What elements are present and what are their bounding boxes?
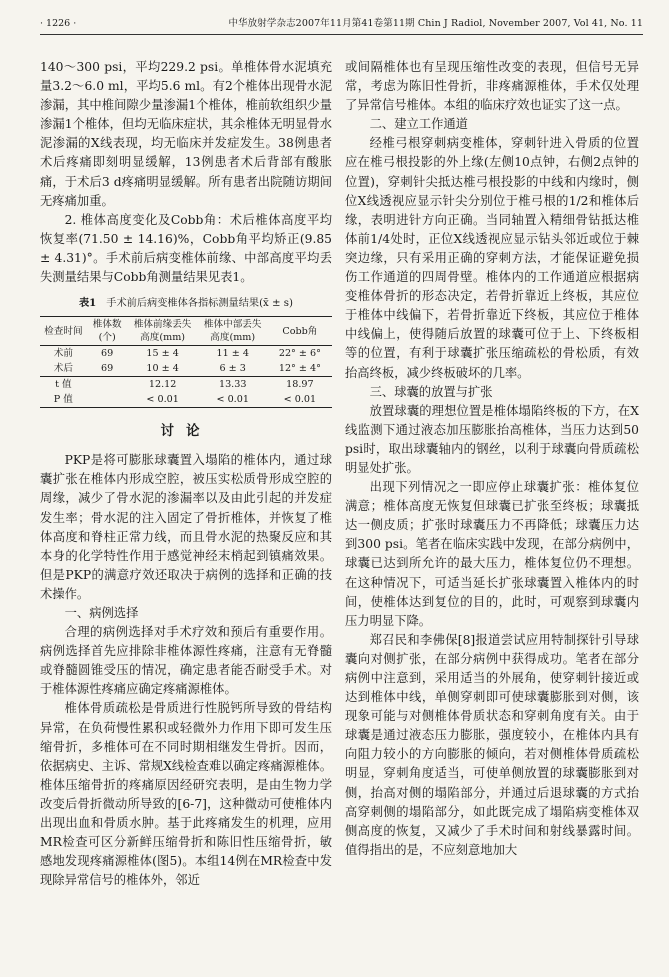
table-cell: 69 (101, 348, 114, 360)
paragraph: PKP是将可膨胀球囊置入塌陷的椎体内，通过球囊扩张在椎体内形成空腔，被压实松质骨形成空腔的周缘，减少了骨水泥的渗漏率以及由此引起的并发症发生率；骨水泥的注入固定了骨折椎体，并恢复了椎体高度和脊柱正常力线，而且骨水泥的热聚反应和其本身的化学特性作用于感觉神经末梢起到镇痛效果。但是PKP的满意疗效还取决于病例的选择和正确的技术操作。 (40, 453, 332, 601)
subsection-title: 二、建立工作通道 (369, 117, 468, 132)
table-cell: P 值 (40, 392, 87, 408)
table-cell (87, 377, 128, 393)
paragraph: 或间隔椎体也有呈现压缩性改变的表现，但信号无异常，考虑为陈旧性骨折，非疼痛源椎体，手术仅处理了异常信号椎体。本组的临床疗效也证实了这一点。 (345, 60, 639, 113)
table-cell: 11 ± 4 (216, 348, 249, 360)
table-cell: 术前 (53, 348, 73, 360)
table-cell: 6 ± 3 (219, 363, 246, 375)
table-header-cell: 椎体中部丢失高度(mm) (198, 317, 268, 346)
table-row (40, 361, 332, 377)
table-label: 表1 (78, 297, 97, 310)
paragraph: 椎体骨质疏松是骨质进行性脱钙所导致的骨结构异常，在负荷慢性累积或轻微外力作用下即可发生压缩骨折，多椎体可在不同时期相继发生骨折。因而，依据病史、主诉、常规X线检查难以确定疼痛源椎体。椎体压缩骨折的疼痛原因经研究表明，是由生物力学改变后骨折微动所导致的[6-7]，这种微动可使椎体内出现出血和骨质水肿。基于此疼痛发生的机理，应用MR检查可区分新鲜压缩骨折和陈旧性压缩骨折，敏感地发现疼痛源椎体(图5)。本组14例在MR检查中发现除异常信号的椎体外，邻近 (40, 701, 332, 888)
paragraph: 合理的病例选择对手术疗效和预后有重要作用。病例选择首先应排除非椎体源性疼痛，注意有无脊髓或脊髓圆锥受压的情况，确定患者能否耐受手术。对于椎体源性疼痛应确定疼痛源椎体。 (40, 625, 332, 697)
table-cell: 69 (101, 363, 114, 375)
table-cell: 术后 (53, 363, 73, 375)
table-cell: 12.12 (128, 377, 198, 393)
table-header-cell: 椎体数(个) (87, 317, 128, 346)
page-number: · 1226 · (40, 18, 77, 29)
table-cell (87, 392, 128, 408)
table-header-cell: 椎体前缘丢失高度(mm) (128, 317, 198, 346)
table-cell: 13.33 (198, 377, 268, 393)
table-row (40, 377, 332, 393)
table-header-cell: 检查时间 (40, 317, 87, 346)
table-cell: 10 ± 4 (146, 363, 179, 375)
paragraph: 出现下列情况之一即应停止球囊扩张：椎体复位满意；椎体高度无恢复但球囊已扩张至终板；球囊抵达一侧皮质；扩张时球囊压力不再降低；球囊压力达到300 psi。笔者在临床实践中发现，在部分病例中，球囊已达到所允许的最大压力，椎体复位仍不理想。在这种情况下，可适当延长扩张球囊置入椎体内的时间，使椎体达到复位的目的，此时，可观察到球囊内压力明显下降。 (345, 480, 639, 628)
table-cell: 18.97 (268, 377, 332, 393)
table-cell: 15 ± 4 (146, 348, 179, 360)
table-cell: < 0.01 (268, 392, 332, 408)
table-cell: < 0.01 (128, 392, 198, 408)
paragraph: 经椎弓根穿刺病变椎体，穿刺针进入骨质的位置应在椎弓根投影的外上缘(左侧10点钟，右侧2点钟的位置)，穿刺针尖抵达椎弓根投影的中线和内缘时，侧位X线透视应显示针尖分别位于椎弓根的1/2和椎体后缘，表明进针方向正确。当同轴置入精细骨钻抵达椎体前1/4处时，正位X线透视应显示钻头邻近或位于棘突边缘，只有采用正确的穿刺方法，才能保证避免损伤工作通道的四周骨壁。椎体内的工作通道应根据病变椎体骨折的形态决定，若骨折靠近上终板，其应位于椎体中线偏下，若骨折靠近下终板，其应位于椎体中线偏上，使得随后放置的球囊可位于上、下终板相等的位置，有利于球囊扩张压缩疏松的骨松质，有效抬高终板，减少终板破坏的几率。 (345, 136, 639, 380)
running-header (40, 14, 643, 35)
section-title: 讨论 (160, 423, 212, 440)
subsection-title: 一、病例选择 (64, 605, 139, 620)
table-header-row (40, 317, 332, 346)
paragraph: 放置球囊的理想位置是椎体塌陷终板的下方，在X线监测下通过液态加压膨胀抬高椎体，当压力达到50 psi时，取出球囊轴内的钢丝，以利于球囊向骨质疏松明显处扩张。 (345, 403, 639, 475)
table-caption-text: 手术前后病变椎体各指标测量结果(x̄ ± s) (106, 298, 294, 310)
journal-citation: 中华放射学杂志2007年11月第41卷第11期 Chin J Radiol, November 2007, Vol 41, No. 11 (228, 18, 643, 29)
table-row (40, 346, 332, 362)
paragraph: 郑召民和李佛保[8]报道尝试应用特制探针引导球囊向对侧扩张，在部分病例中获得成功。笔者在部分病例中注意到，采用适当的外展角，使穿刺针接近或达到椎体中线，单侧穿刺即可使球囊膨胀到对侧，该现象可能与对侧椎体骨质状态和穿刺角度有关。由于球囊是通过液态压力膨胀，强度较小，在椎体内具有向阻力较小的方向膨胀的倾向，若对侧椎体骨质疏松明显，穿刺角度适当，可使单侧放置的球囊膨胀到对侧，抬高对侧的塌陷部分，并通过后退球囊的方式抬高穿刺侧的塌陷部分，如此既完成了塌陷病变椎体双侧高度的恢复，又减少了手术时间和射线暴露时间。值得指出的是，不应刻意地加大 (345, 632, 639, 857)
subsection-title: 三、球囊的放置与扩张 (369, 384, 493, 399)
table-row (40, 392, 332, 408)
table-header-cell: Cobb角 (268, 317, 332, 346)
table-cell: 12° ± 4° (278, 363, 321, 375)
table-cell: 22° ± 6° (278, 348, 321, 360)
table-cell: t 值 (40, 377, 87, 393)
paragraph: 2. 椎体高度变化及Cobb角：术后椎体高度平均恢复率(71.50 ± 14.16)%，Cobb角平均矫正(9.85 ± 4.31)°。手术前后病变椎体前缘、中部高度平均丢失测量结果与Cobb角测量结果见表1。 (40, 212, 332, 285)
left-column (40, 58, 332, 890)
right-column (345, 58, 639, 860)
table-caption (40, 295, 332, 312)
results-table (40, 316, 332, 408)
paragraph: 140～300 psi，平均229.2 psi。单椎体骨水泥填充量3.2～6.0 ml，平均5.6 ml。有2个椎体出现骨水泥渗漏，其中椎间隙少量渗漏1个椎体，椎前软组织少量渗漏1个椎体，但均无临床症状，其余椎体无明显骨水泥渗漏的X线表现，均无临床并发症发生。38例患者术后疼痛即刻明显缓解，13例患者术后背部有酸胀痛，于术后3 d疼痛明显缓解。所有患者出院随访期间无疼痛加重。 (40, 60, 332, 208)
table-cell: < 0.01 (198, 392, 268, 408)
